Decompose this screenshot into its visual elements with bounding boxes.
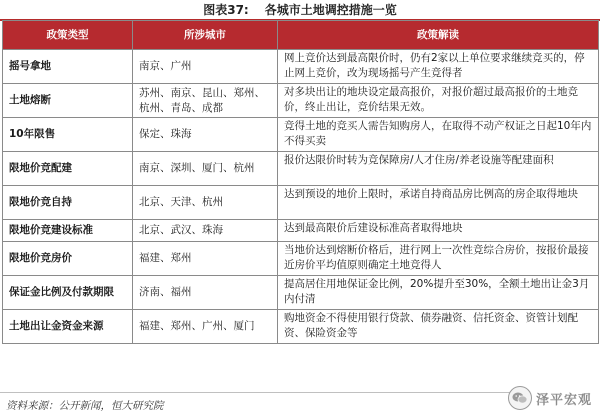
interpretation-cell: 购地资金不得使用银行贷款、债券融资、信托资金、资管计划配资、保险资金等 — [278, 310, 599, 344]
table-row — [3, 50, 599, 84]
table-row — [3, 242, 599, 276]
header-interpretation: 政策解读 — [278, 21, 599, 50]
wechat-icon — [508, 386, 532, 410]
interpretation-cell: 达到最高限价后建设标准高者取得地块 — [278, 220, 599, 242]
policy-type-cell: 限地价竞建设标准 — [3, 220, 133, 242]
policy-type-cell: 限地价竞自持 — [3, 186, 133, 220]
policy-type-cell: 限地价竞房价 — [3, 242, 133, 276]
source-divider — [0, 392, 520, 393]
interpretation-cell: 对多块出让的地块设定最高报价，对报价超过最高报价的土地竞价，终止出让，竞价结果无效。 — [278, 84, 599, 118]
source-note: 资料来源：公开新闻，恒大研究院 — [6, 400, 164, 412]
policy-type-cell: 保证金比例及付款期限 — [3, 276, 133, 310]
table-row — [3, 186, 599, 220]
watermark — [508, 384, 592, 412]
table-header-row — [3, 21, 599, 50]
table-row — [3, 310, 599, 344]
cities-cell: 南京、广州 — [133, 50, 278, 84]
table-row — [3, 220, 599, 242]
figure-title — [0, 1, 600, 18]
table-row — [3, 118, 599, 152]
cities-cell: 苏州、南京、昆山、郑州、杭州、青岛、成都 — [133, 84, 278, 118]
interpretation-cell: 当地价达到熔断价格后，进行网上一次性竞综合房价，按报价最接近房价平均值原则确定土地竞得人 — [278, 242, 599, 276]
cities-cell: 福建、郑州 — [133, 242, 278, 276]
cities-cell: 北京、武汉、珠海 — [133, 220, 278, 242]
table-row — [3, 84, 599, 118]
watermark-text: 泽平宏观 — [535, 392, 592, 408]
table-row — [3, 152, 599, 186]
figure-title-bar — [0, 0, 600, 21]
header-policy-type: 政策类型 — [3, 21, 133, 50]
interpretation-cell: 提高居住用地保证金比例，20%提升至30%，全额土地出让金3月内付清 — [278, 276, 599, 310]
figure-label: 图表37: — [203, 3, 249, 17]
policy-type-cell: 土地熔断 — [3, 84, 133, 118]
interpretation-cell: 报价达限价时转为竞保障房/人才住房/养老设施等配建面积 — [278, 152, 599, 186]
interpretation-cell: 竞得土地的竞买人需告知购房人，在取得不动产权证之日起10年内不得买卖 — [278, 118, 599, 152]
figure-title-text: 各城市土地调控措施一览 — [264, 3, 397, 17]
cities-cell: 北京、天津、杭州 — [133, 186, 278, 220]
cities-cell: 济南、福州 — [133, 276, 278, 310]
policy-table — [2, 20, 599, 344]
header-cities: 所涉城市 — [133, 21, 278, 50]
table-row — [3, 276, 599, 310]
interpretation-cell: 网上竞价达到最高限价时，仍有2家以上单位要求继续竞买的，停止网上竞价，改为现场摇号产生竞得者 — [278, 50, 599, 84]
interpretation-cell: 达到预设的地价上限时，承诺自持商品房比例高的房企取得地块 — [278, 186, 599, 220]
cities-cell: 保定、珠海 — [133, 118, 278, 152]
policy-type-cell: 土地出让金资金来源 — [3, 310, 133, 344]
policy-type-cell: 摇号拿地 — [3, 50, 133, 84]
cities-cell: 南京、深圳、厦门、杭州 — [133, 152, 278, 186]
cities-cell: 福建、郑州、广州、厦门 — [133, 310, 278, 344]
policy-type-cell: 限地价竞配建 — [3, 152, 133, 186]
policy-type-cell: 10年限售 — [3, 118, 133, 152]
